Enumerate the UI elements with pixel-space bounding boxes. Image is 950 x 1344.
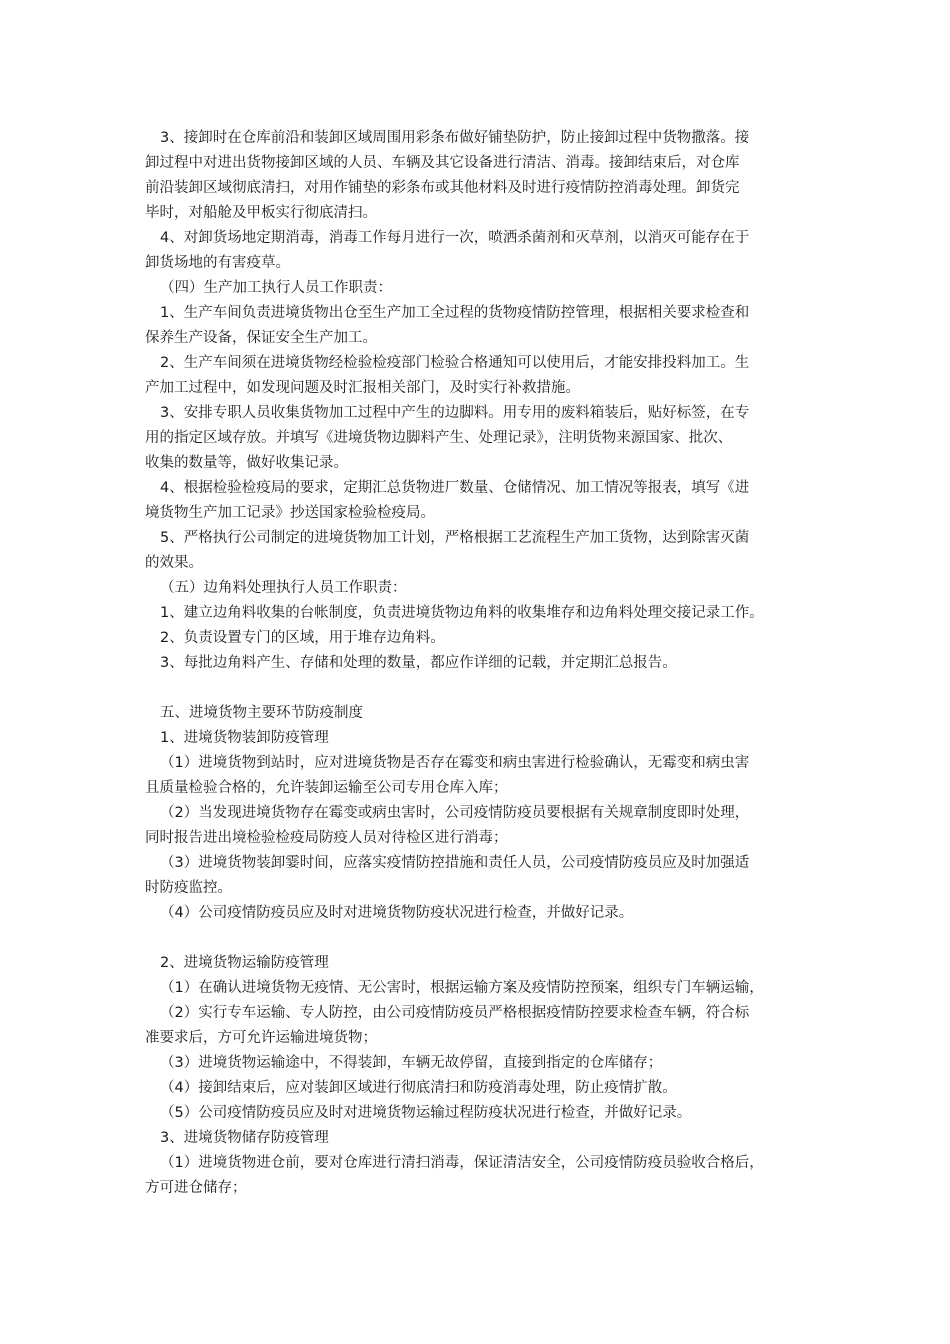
subsection-heading: 3、进境货物储存防疫管理 — [160, 1130, 329, 1146]
text-line: 2、生产车间须在进境货物经检验检疫部门检验合格通知可以使用后，才能安排投料加工。生 — [160, 355, 750, 371]
text-line: 1、建立边角料收集的台帐制度，负责进境货物边角料的收集堆存和边角料处理交接记录工作。 — [160, 605, 764, 621]
text-line: 方可进仓储存； — [145, 1180, 247, 1196]
text-line: 时防疫监控。 — [145, 880, 232, 896]
section-heading: （四）生产加工执行人员工作职责： — [160, 280, 392, 296]
text-line: （2）当发现进境货物存在霉变或病虫害时，公司疫情防疫员要根据有关规章制度即时处理， — [160, 805, 750, 821]
text-line: （4）公司疫情防疫员应及时对进境货物防疫状况进行检查，并做好记录。 — [160, 905, 634, 921]
text-line: 5、严格执行公司制定的进境货物加工计划，严格根据工艺流程生产加工货物，达到除害灭菌 — [160, 530, 750, 546]
text-line: 1、生产车间负责进境货物出仓至生产加工全过程的货物疫情防控管理，根据相关要求检查和 — [160, 305, 750, 321]
text-line: （5）公司疫情防疫员应及时对进境货物运输过程防疫状况进行检查，并做好记录。 — [160, 1105, 692, 1121]
text-line: 4、根据检验检疫局的要求，定期汇总货物进厂数量、仓储情况、加工情况等报表，填写《进 — [160, 480, 750, 496]
text-line: 3、接卸时在仓库前沿和装卸区域周围用彩条布做好铺垫防护，防止接卸过程中货物撒落。接 — [160, 130, 750, 146]
text-line: 前沿装卸区域彻底清扫，对用作铺垫的彩条布或其他材料及时进行疫情防控消毒处理。卸货完 — [145, 180, 740, 196]
text-line: 且质量检验合格的，允许装卸运输至公司专用仓库入库； — [145, 780, 508, 796]
text-line: （3）进境货物装卸霎时间，应落实疫情防控措施和责任人员，公司疫情防疫员应及时加强适 — [160, 855, 750, 871]
text-line: 卸货场地的有害疫草。 — [145, 255, 290, 271]
text-line: 3、安排专职人员收集货物加工过程中产生的边脚料。用专用的废料箱装后，贴好标签，在专 — [160, 405, 750, 421]
text-line: 卸过程中对进出货物接卸区域的人员、车辆及其它设备进行清洁、消毒。接卸结束后，对仓库 — [145, 155, 740, 171]
text-line: 的效果。 — [145, 555, 203, 571]
text-line: （2）实行专车运输、专人防控，由公司疫情防疫员严格根据疫情防控要求检查车辆，符合标 — [160, 1005, 750, 1021]
text-line: 产加工过程中，如发现问题及时汇报相关部门，及时实行补救措施。 — [145, 380, 580, 396]
text-line: （3）进境货物运输途中，不得装卸，车辆无故停留，直接到指定的仓库储存； — [160, 1055, 663, 1071]
text-line: 毕时，对船舱及甲板实行彻底清扫。 — [145, 205, 377, 221]
text-line: 境货物生产加工记录》抄送国家检验检疫局。 — [145, 505, 435, 521]
text-line: 保养生产设备，保证安全生产加工。 — [145, 330, 377, 346]
section-heading: （五）边角料处理执行人员工作职责： — [160, 580, 407, 596]
text-line: 3、每批边角料产生、存储和处理的数量，都应作详细的记载，并定期汇总报告。 — [160, 655, 677, 671]
text-line: 收集的数量等，做好收集记录。 — [145, 455, 348, 471]
subsection-heading: 2、进境货物运输防疫管理 — [160, 955, 329, 971]
text-line: 准要求后，方可允许运输进境货物； — [145, 1030, 377, 1046]
section-heading: 五、进境货物主要环节防疫制度 — [160, 705, 363, 721]
subsection-heading: 1、进境货物装卸防疫管理 — [160, 730, 329, 746]
text-line: （1）在确认进境货物无疫情、无公害时，根据运输方案及疫情防控预案，组织专门车辆运输， — [160, 980, 764, 996]
text-line: （4）接卸结束后，应对装卸区域进行彻底清扫和防疫消毒处理，防止疫情扩散。 — [160, 1080, 677, 1096]
text-line: 4、对卸货场地定期消毒，消毒工作每月进行一次，喷洒杀菌剂和灭草剂，以消灭可能存在于 — [160, 230, 750, 246]
text-line: （1）进境货物到站时，应对进境货物是否存在霉变和病虫害进行检验确认，无霉变和病虫害 — [160, 755, 750, 771]
text-line: 同时报告进出境检验检疫局防疫人员对待检区进行消毒； — [145, 830, 508, 846]
text-line: 用的指定区域存放。并填写《进境货物边脚料产生、处理记录》，注明货物来源国家、批次、 — [145, 430, 733, 446]
text-line: （1）进境货物进仓前，要对仓库进行清扫消毒，保证清洁安全，公司疫情防疫员验收合格后， — [160, 1155, 764, 1171]
text-line: 2、负责设置专门的区域，用于堆存边角料。 — [160, 630, 445, 646]
